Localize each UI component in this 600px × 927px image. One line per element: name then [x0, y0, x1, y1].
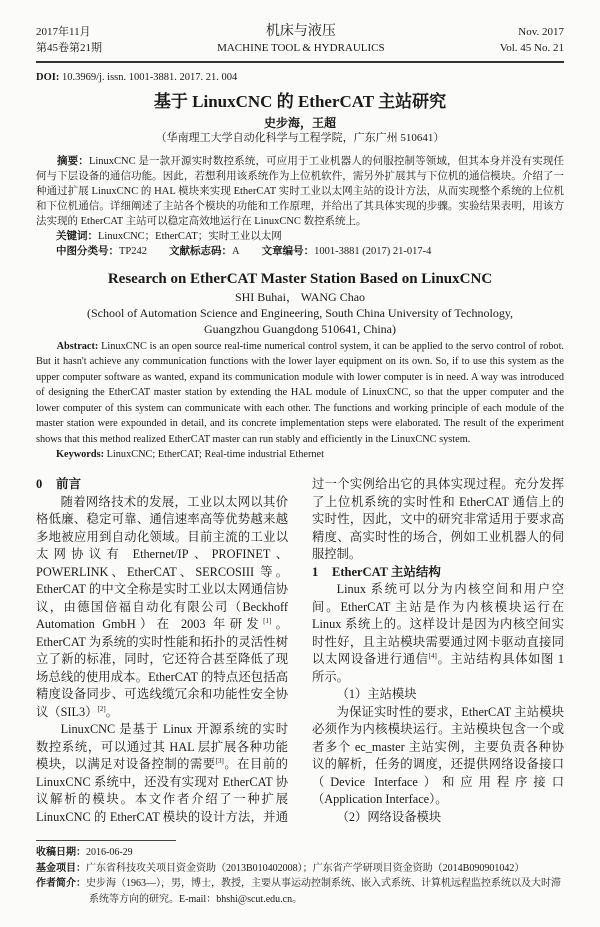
authors-en: SHI Buhai， WANG Chao [234, 289, 366, 304]
affiliation-en-line: (School of Automation Science and Engineering, South China University of Technology, [86, 305, 514, 320]
header-center [217, 24, 385, 56]
issue-date-cn: 2017年11月 [36, 26, 91, 38]
footnote-label: 基金项目： [36, 862, 86, 874]
journal-name-cn: 机床与液压 [265, 24, 336, 39]
doi-value: 10.3969/j. issn. 1001-3881. 2017. 21. 004 [61, 71, 238, 83]
keywords-cn [36, 229, 564, 244]
abstract-cn-text: LinuxCNC 是一款开源实时数控系统，可应用于工业机器人的伺服控制等领域，但其本身并没有实现任何与下层设备的通信功能。因此，若想利用该系统作为上位机软件，需另外扩展其与下位机的通信模块。介绍了一种通过扩展 LinuxCNC 的 HAL 模块来实现 EtherCAT 实时工业以太网主站的设计方法，从而实现整个系统的上位机和下位机通信。详细阐述了主站各个模块的功能和工作原理，并给出了其具体实现的步骤。实验结果表明，用该方法实现的 EtherCAT 主站可以稳定高效地运行在 LinuxCNC 数控系统上。 [36, 155, 565, 227]
classification-line [36, 244, 564, 259]
paragraph-text: 。 [105, 704, 118, 719]
abstract-en-text: LinuxCNC is an open source real-time numerical control system, it can be applied to the servo control of robot. But it hasn't achieve any communication functions with the lower layer equipment on its own. So, if to use this system as the upper computer software as wanted, expand its communication module with lower computer is in need. A way was introduced of designing the EtherCAT master station by extending the HAL module of LinuxCNC, so that the upper computer and the lower computer of this system can communicate with each other. The functions and working principle of each module of the master station were expounded in detail, and its concrete implementation steps were elaborated. The result of the experiment shows that this method realized EtherCAT master can run stably and efficiently in the LinuxCNC system. [36, 340, 564, 445]
journal-name-en: MACHINE TOOL & HYDRAULICS [217, 42, 385, 54]
footnote-rule [36, 840, 176, 841]
footnote-fund [36, 861, 564, 877]
doi-line [36, 71, 564, 85]
paragraph-text: 。在目前的 LinuxCNC 系统中，还没有实现对 EtherCAT 协议解析的模块。本文作者介绍了一种扩展 LinuxCNC 的 EtherCAT 模块的设计方法，并通过一个实例给出它的具体实现过程。充分发挥了上位机系统的实时性和 EtherCAT 通信上的实时性，因此，文中的研究非常适用于要求高精度、高实时性的场合，例如工业机器人的伺服控制。 [36, 477, 564, 824]
affiliation-en [36, 305, 564, 337]
footnote-label: 收稿日期： [36, 847, 86, 858]
paragraph [312, 581, 564, 686]
affiliation-en-line: Guangzhou Guangdong 510641, China) [204, 321, 396, 336]
doi-label: DOI: [36, 71, 60, 83]
footnote-value: 广东省科技攻关项目资金资助（2013B010402008）；广东省产学研项目资金资助（2014B090901042） [86, 862, 525, 874]
header-rule [36, 61, 564, 63]
citation: [1] [263, 616, 272, 625]
abstract-cn-label: 摘要： [57, 155, 89, 167]
paragraph [36, 494, 288, 722]
abstract-en-label: Abstract: [56, 340, 99, 352]
section-heading-0 [36, 476, 288, 494]
footnote-value: 史步海（1963—），男，博士，教授，主要从事运动控制系统、嵌入式系统、计算机远程监控系统以及大时滞系统等方向的研究。E-mail：bhshi@scut.edu.cn。 [86, 878, 561, 905]
clc-label: 中图分类号： [56, 245, 119, 257]
section-number: 1 [312, 564, 319, 579]
header-left [36, 24, 102, 56]
abstract-cn [36, 154, 564, 229]
issue-number-en: Vol. 45 No. 21 [499, 42, 564, 54]
body-two-column [36, 476, 564, 826]
citation: [4] [428, 651, 437, 660]
section-title: EtherCAT 主站结构 [332, 564, 441, 579]
affiliation-cn: （华南理工大学自动化科学与工程学院，广东广州 510641） [155, 131, 445, 144]
clc-value: TP242 [119, 245, 148, 257]
doc-code-value: A [232, 245, 240, 257]
paragraph-text: 。EtherCAT 为系统的实时性能和拓扑的灵活性树立了新的标准，同时，它还符合甚至降低了现场总线的使用成本。EtherCAT 的特点还包括高精度设备同步、可选线缆冗余和功能性安全协议（SIL3） [36, 617, 288, 719]
subsection-heading: （1）主站模块 [336, 687, 417, 701]
title-en: Research on EtherCAT Master Station Based on LinuxCNC [107, 270, 493, 287]
title-cn: 基于 LinuxCNC 的 EtherCAT 主站研究 [153, 91, 447, 111]
citation: [2] [97, 704, 106, 713]
paragraph: 为保证实时性的要求，EtherCAT 主站模块必须作为内核模块运行。主站模块包含一个或者多个 ec_master 主站实例，主要负责各种协议的解析，任务的调度，还提供网络设备接口（Device Interface）和应用程序接口（Application Interface）。 [312, 704, 564, 806]
issue-number-cn: 第45卷第21期 [36, 42, 102, 54]
citation: [3] [215, 756, 224, 765]
keywords-cn-label: 关键词： [56, 230, 98, 242]
section-number: 0 [36, 477, 43, 491]
subsection-heading: （2）网络设备模块 [336, 809, 442, 824]
abstract-en [36, 339, 564, 448]
doc-code-label: 文献标志码： [169, 245, 233, 257]
keywords-en [36, 447, 564, 462]
paragraph-text: 随着网络技术的发展，工业以太网以其价格低廉、稳定可靠、通信速率高等优势越来越多地被应用到自动化领域。目前主流的工业以太网协议有 Ethernet/IP、PROFINET、POWERLINK、EtherCAT、SERCOSIII 等。EtherCAT 的中文全称是实时工业以太网通信协议，由德国倍福自动化有限公司（Beckhoff Automation GmbH）在 2003 年研发 [36, 494, 288, 631]
keywords-en-text: LinuxCNC; EtherCAT; Real-time industrial Ethernet [106, 449, 324, 460]
issue-date-en: Nov. 2017 [518, 26, 564, 38]
section-heading-1 [312, 564, 564, 582]
paragraph-text: LinuxCNC 是基于 Linux 开源系统的实时数控系统，可以通过其 HAL 层扩展各种功能模块，以满足对设备控制的需要 [36, 722, 288, 771]
article-no-value: 1001-3881 (2017) 21-017-4 [314, 245, 432, 257]
paragraph-text: Linux 系统可以分为内核空间和用户空间。EtherCAT 主站是作为内核模块运行在 Linux 系统上的。这样设计是因为内核空间实时性好，且主站模块需要通过网卡驱动直接同以太网设备进行通信 [312, 582, 564, 666]
running-header [36, 24, 564, 56]
footnote-value: 2016-06-29 [86, 847, 133, 858]
footnote-received [36, 845, 564, 861]
paragraph-text: 。主站结构具体如图 1 所示。 [312, 652, 564, 684]
footnote-label: 作者简介： [36, 878, 86, 889]
keywords-en-label: Keywords: [56, 449, 105, 460]
authors-cn: 史步海，王超 [263, 115, 336, 130]
article-no-label: 文章编号： [261, 245, 315, 257]
footnote [36, 845, 564, 907]
footnote-author [36, 876, 564, 907]
keywords-cn-text: LinuxCNC；EtherCAT；实时工业以太网 [98, 230, 282, 242]
section-title: 前言 [56, 477, 82, 491]
header-right [500, 24, 564, 56]
